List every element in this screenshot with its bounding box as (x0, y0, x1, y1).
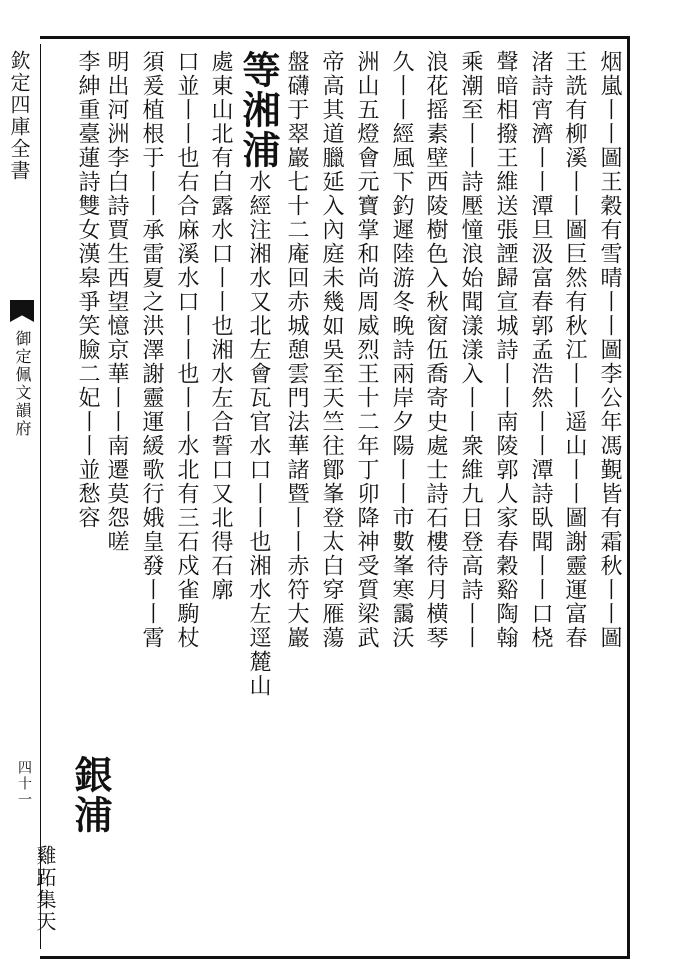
text-column (596, 50, 622, 940)
column-text: 雞跖集天 (33, 845, 57, 933)
fishtail-mark-icon (10, 300, 34, 322)
column-text: 浪花摇素壁西陵樹色入秋窗伍喬寄史處士詩石樓待月横琴 (423, 50, 448, 650)
text-column (353, 50, 379, 940)
text-column (318, 50, 344, 940)
margin-page-number: 四十一 (16, 760, 32, 808)
text-column (457, 50, 483, 940)
column-text: 李紳重臺蓮詩雙女漢皋爭笑臉二妃丨丨並愁容 (75, 50, 100, 530)
text-column (561, 50, 587, 940)
text-column (492, 50, 518, 940)
column-text: 帝高其道臘延入內庭未幾如吳至天竺往鄮峯登太白穿雁蕩 (319, 50, 344, 650)
headword: 銀浦 (68, 755, 113, 835)
column-text: 聲暗相撥王維送張諲歸宣城詩丨丨南陵郭人家春穀谿陶翰 (493, 50, 518, 650)
text-column (236, 50, 281, 940)
column-text: 明出河洲李白詩賈生西望憶京華丨丨南遷莫怨嗟 (104, 50, 129, 554)
text-column (422, 50, 448, 940)
column-text: 口並丨丨也右合麻溪水口丨丨也丨丨水北有三石戍雀駒杖 (174, 50, 199, 650)
column-text: 久丨丨經風下釣遲陸游冬晚詩兩岸夕陽丨丨市數峯寒靄沃 (389, 50, 414, 650)
margin-book-title: 御定佩文韻府 (13, 330, 32, 438)
column-text: 洲山五燈會元寶掌和尚周威烈王十二年丁卯降神受質梁武 (354, 50, 379, 650)
column-text: 處東山北有白露水口丨丨也湘水左合誓口又北得石廓 (208, 50, 233, 602)
column-text: 水經注湘水又北左會瓦官水口丨丨也湘水左逕麓山 (246, 170, 271, 698)
column-text: 烟嵐丨丨圖王穀有雪晴丨丨圖李公年馮覲皆有霜秋丨丨圖 (597, 50, 622, 650)
headword: 等湘浦 (236, 50, 281, 170)
headword-block (60, 755, 113, 945)
text-column (527, 50, 553, 940)
column-text: 渚詩宵濟丨丨潭旦汲富春郭孟浩然丨丨潭詩臥聞丨丨口桡 (528, 50, 553, 650)
text-column (207, 50, 233, 940)
source-note (22, 845, 56, 945)
column-text: 乘潮至丨丨詩壓憧浪始聞漾漾入丨丨衆維九日登高詩丨丨 (458, 50, 483, 650)
margin-rule (40, 44, 41, 949)
text-column (283, 50, 309, 940)
margin-title: 欽定四庫全書 (7, 50, 31, 182)
text-column (173, 50, 199, 940)
column-text: 須爰植根于丨丨承雷夏之洪澤謝靈運緩歌行娥皇發丨丨霄 (139, 50, 164, 650)
text-column (138, 50, 164, 940)
text-column (388, 50, 414, 940)
column-text: 盤礴于翠巖七十二庵回赤城憩雲門法華諸暨丨丨赤符大巖 (284, 50, 309, 650)
column-text: 王詵有柳溪丨丨圖巨然有秋江丨丨遥山丨丨圖謝靈運富春 (562, 50, 587, 650)
